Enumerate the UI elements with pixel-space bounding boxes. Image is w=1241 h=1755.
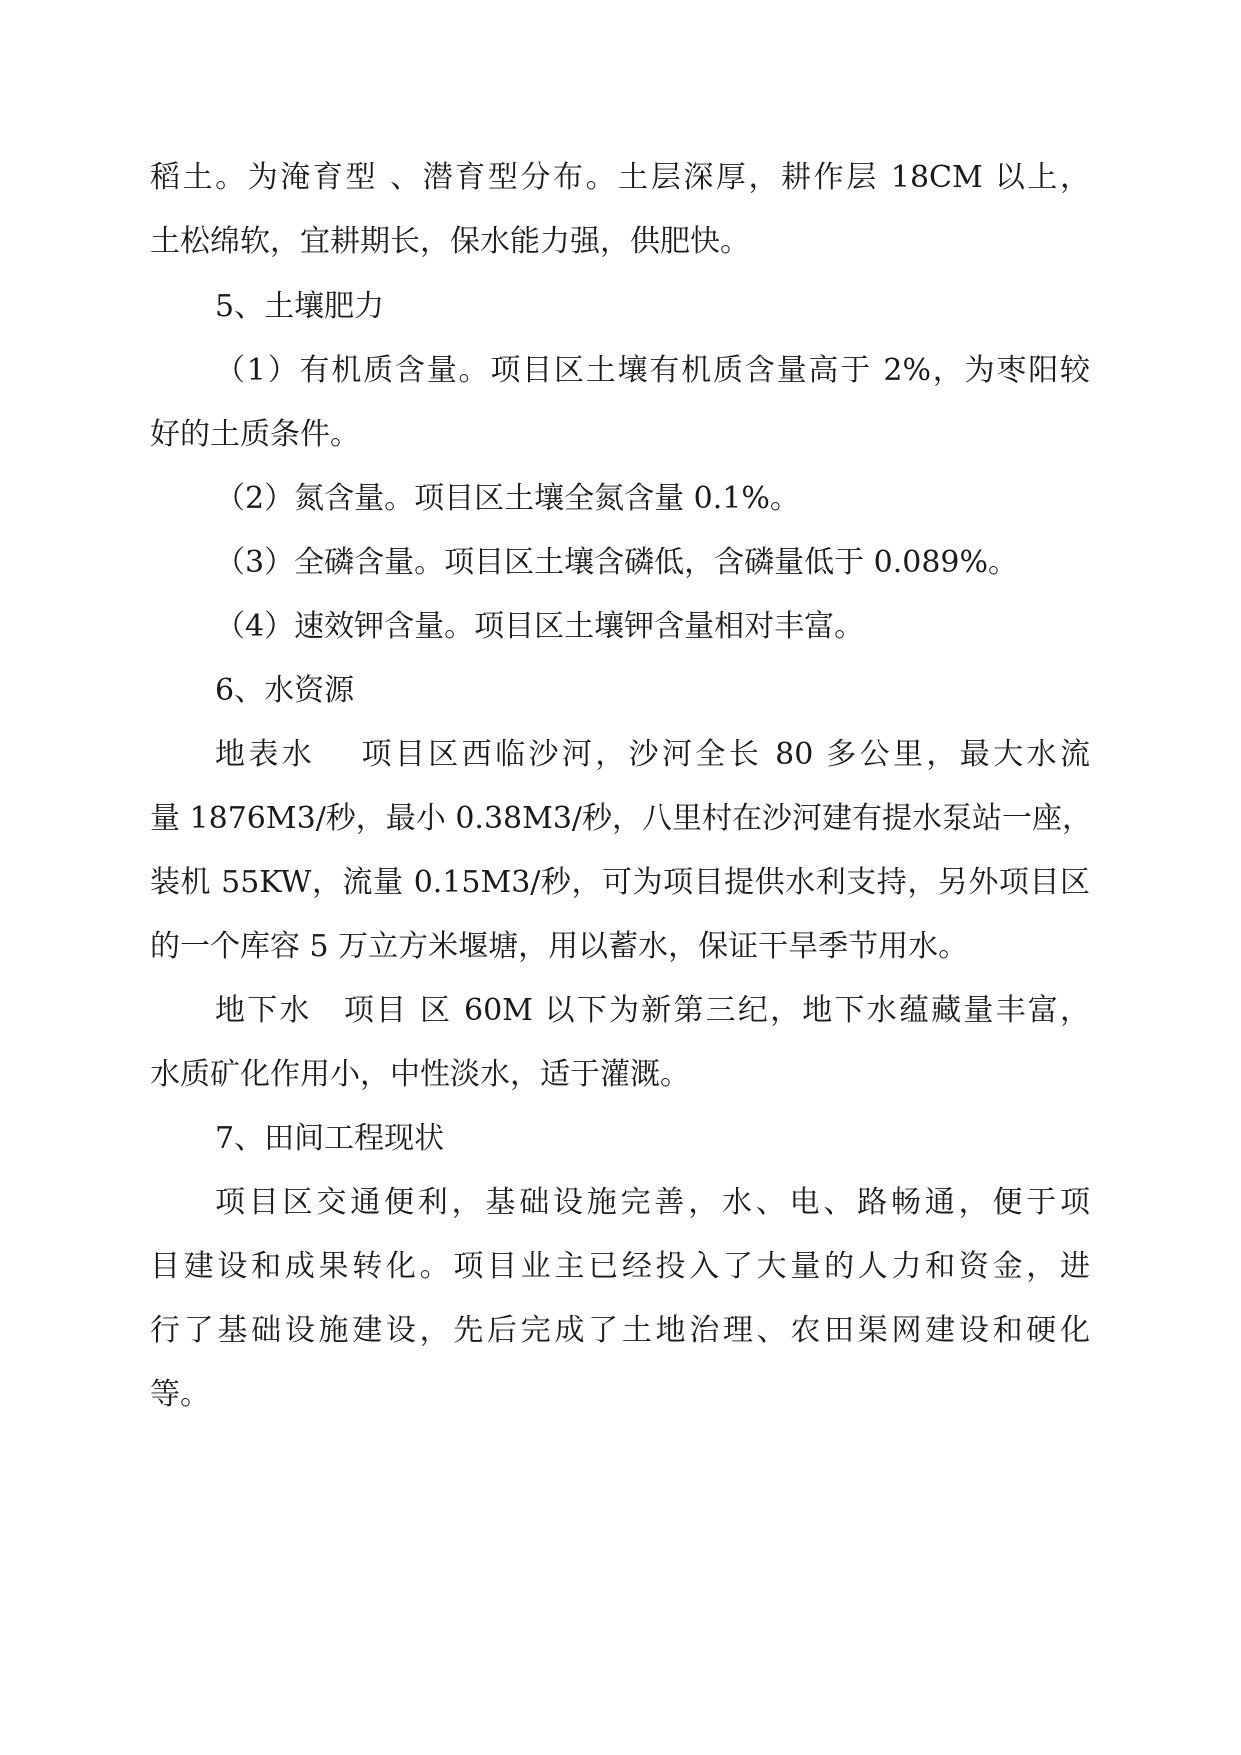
- text-line: （2）氮含量。项目区土壤全氮含量 0.1%。: [215, 481, 800, 516]
- section-heading: 7、田间工程现状: [215, 1121, 445, 1156]
- text-line: 地下水 项目 区 60M 以下为新第三纪，地下水蕴藏量丰富，: [215, 993, 1090, 1028]
- text-line: 的一个库容 5 万立方米堰塘，用以蓄水，保证干旱季节用水。: [150, 929, 969, 964]
- text-line: 土松绵软，宜耕期长，保水能力强，供肥快。: [150, 224, 750, 259]
- section-heading: 6、水资源: [215, 673, 355, 708]
- text-line: （3）全磷含量。项目区土壤含磷低，含磷量低于 0.089%。: [215, 545, 1019, 580]
- text-line: 等。: [150, 1377, 210, 1412]
- text-line: （1）有机质含量。项目区土壤有机质含量高于 2%，为枣阳较: [215, 353, 1090, 388]
- text-line: 行了基础设施建设，先后完成了土地治理、农田渠网建设和硬化: [150, 1313, 1090, 1348]
- text-line: 量 1876M3/秒，最小 0.38M3/秒，八里村在沙河建有提水泵站一座，: [150, 801, 1093, 836]
- text-line: 稻土。为淹育型 、潜育型分布。土层深厚，耕作层 18CM 以上，: [150, 160, 1090, 195]
- text-line: （4）速效钾含量。项目区土壤钾含量相对丰富。: [215, 609, 865, 644]
- text-line: 地表水 项目区西临沙河，沙河全长 80 多公里，最大水流: [215, 737, 1090, 772]
- section-heading: 5、土壤肥力: [215, 289, 385, 324]
- text-line: 好的土质条件。: [150, 417, 360, 452]
- text-line: 目建设和成果转化。项目业主已经投入了大量的人力和资金，进: [150, 1249, 1090, 1284]
- text-line: 项目区交通便利，基础设施完善，水、电、路畅通，便于项: [215, 1185, 1090, 1220]
- text-line: 水质矿化作用小，中性淡水，适于灌溉。: [150, 1057, 690, 1092]
- text-line: 装机 55KW，流量 0.15M3/秒，可为项目提供水利支持，另外项目区: [150, 865, 1090, 900]
